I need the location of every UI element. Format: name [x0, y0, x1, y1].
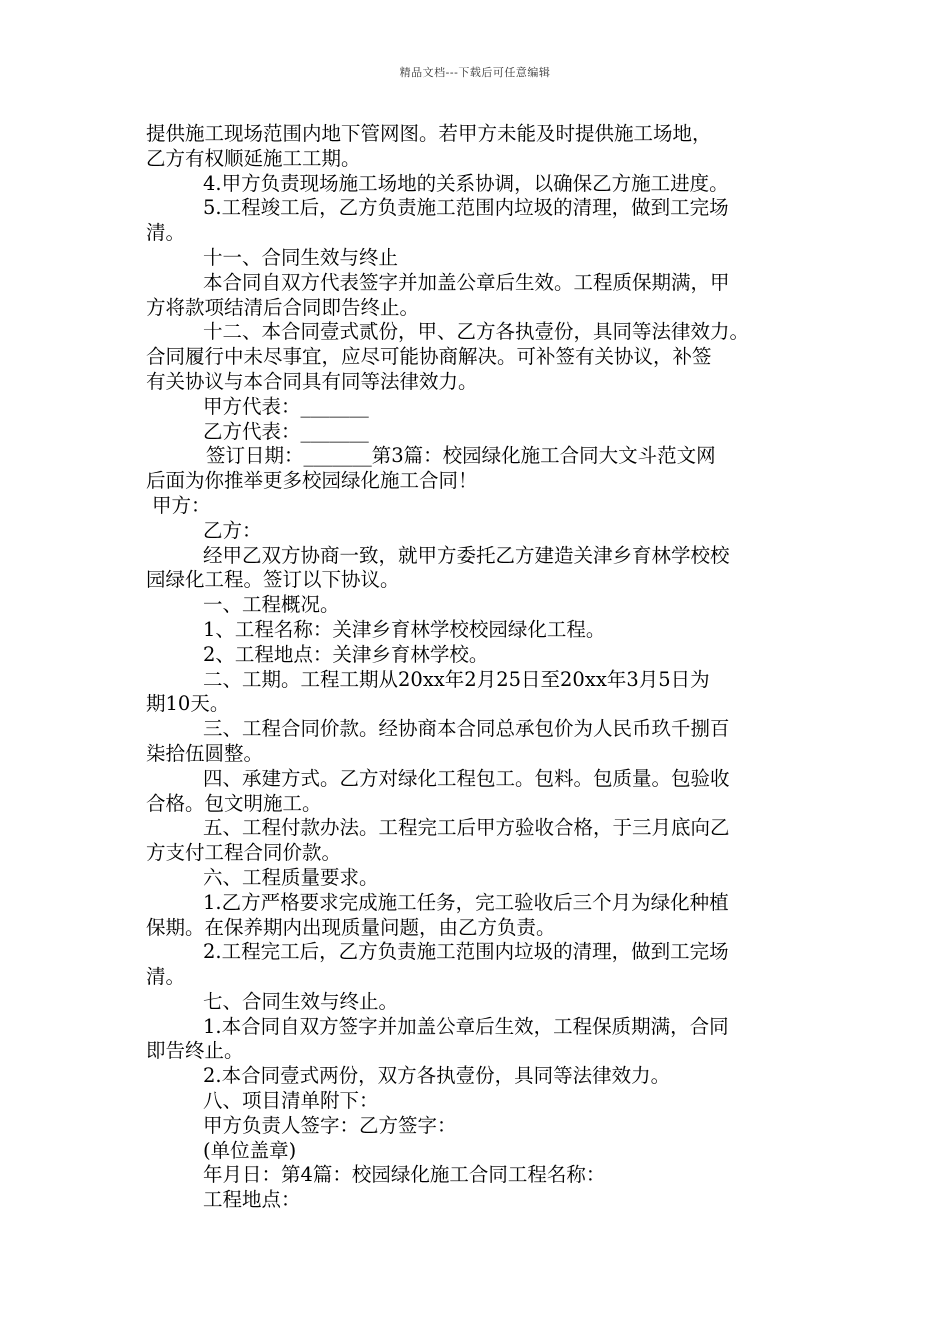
- text-line: 一、工程概况。: [203, 593, 340, 617]
- text-line: 合格。包文明施工。: [146, 791, 322, 815]
- text-line: 方将款项结清后合同即告终止。: [146, 295, 420, 319]
- text-line: (单位盖章): [203, 1138, 297, 1162]
- text-line: 2.本合同壹式两份，双方各执壹份，具同等法律效力。: [203, 1064, 671, 1088]
- text-line: 甲方负责人签字：乙方签字：: [203, 1113, 457, 1137]
- text-line: 乙方：: [203, 518, 262, 542]
- text-line: 二、工期。工程工期从20xx年2月25日至20xx年3月5日为: [203, 667, 710, 691]
- text-line: 本合同自双方代表签字并加盖公章后生效。工程质保期满，甲: [203, 270, 730, 294]
- text-line: 清。: [146, 965, 186, 989]
- text-line: 柒拾伍圆整。: [146, 741, 264, 765]
- text-line: 八、项目清单附下：: [203, 1089, 379, 1113]
- text-line: 2.工程完工后，乙方负责施工范围内垃圾的清理，做到工完场: [203, 940, 729, 964]
- text-line: 乙方有权顺延施工工期。: [146, 146, 361, 170]
- text-line: 五、工程付款办法。工程完工后甲方验收合格，于三月底向乙: [203, 816, 730, 840]
- text-line: 清。: [146, 221, 186, 245]
- text-line: 年月日：第4篇：校园绿化施工合同工程名称：: [203, 1163, 606, 1187]
- text-line: 期10天。: [146, 692, 230, 716]
- text-line: 1、工程名称：关津乡育林学校校园绿化工程。: [203, 617, 606, 641]
- text-line: 保期。在保养期内出现质量问题，由乙方负责。: [146, 915, 556, 939]
- text-line: 十二、本合同壹式贰份，甲、乙方各执壹份，具同等法律效力。: [203, 320, 750, 344]
- text-line: 甲方代表：_______: [203, 394, 369, 418]
- text-line: 园绿化工程。签订以下协议。: [146, 568, 400, 592]
- text-line: 1.本合同自双方签字并加盖公章后生效，工程保质期满，合同: [203, 1014, 729, 1038]
- text-line: 即告终止。: [146, 1039, 244, 1063]
- text-line: 签订日期：_______第3篇：校园绿化施工合同大文斗范文网: [206, 444, 716, 468]
- text-line: 乙方代表：_______: [203, 419, 369, 443]
- text-line: 工程地点：: [203, 1188, 301, 1212]
- text-line: 5.工程竣工后，乙方负责施工范围内垃圾的清理，做到工完场: [203, 196, 729, 220]
- text-line: 方支付工程合同价款。: [146, 841, 342, 865]
- document-body: [146, 122, 814, 1213]
- text-line: 四、承建方式。乙方对绿化工程包工。包料。包质量。包验收: [203, 766, 730, 790]
- text-line: 2、工程地点：关津乡育林学校。: [203, 642, 489, 666]
- text-line: 后面为你推举更多校园绿化施工合同！: [146, 469, 478, 493]
- text-line: 经甲乙双方协商一致，就甲方委托乙方建造关津乡育林学校校: [203, 543, 730, 567]
- text-line: 4.甲方负责现场施工场地的关系协调，以确保乙方施工进度。: [203, 171, 729, 195]
- text-line: 提供施工现场范围内地下管网图。若甲方未能及时提供施工场地，: [146, 122, 712, 145]
- text-line: 六、工程质量要求。: [203, 865, 379, 889]
- page-header: 精品文档---下载后可任意编辑: [399, 66, 551, 79]
- text-line: 合同履行中未尽事宜，应尽可能协商解决。可补签有关协议，补签: [146, 345, 712, 369]
- text-line: 三、工程合同价款。经协商本合同总承包价为人民币玖千捌百: [203, 717, 730, 741]
- text-line: 十一、合同生效与终止: [203, 245, 399, 269]
- text-line: 甲方：: [152, 493, 211, 517]
- text-line: 1.乙方严格要求完成施工任务，完工验收后三个月为绿化种植: [203, 890, 729, 914]
- text-line: 七、合同生效与终止。: [203, 989, 399, 1013]
- text-line: 有关协议与本合同具有同等法律效力。: [146, 369, 478, 393]
